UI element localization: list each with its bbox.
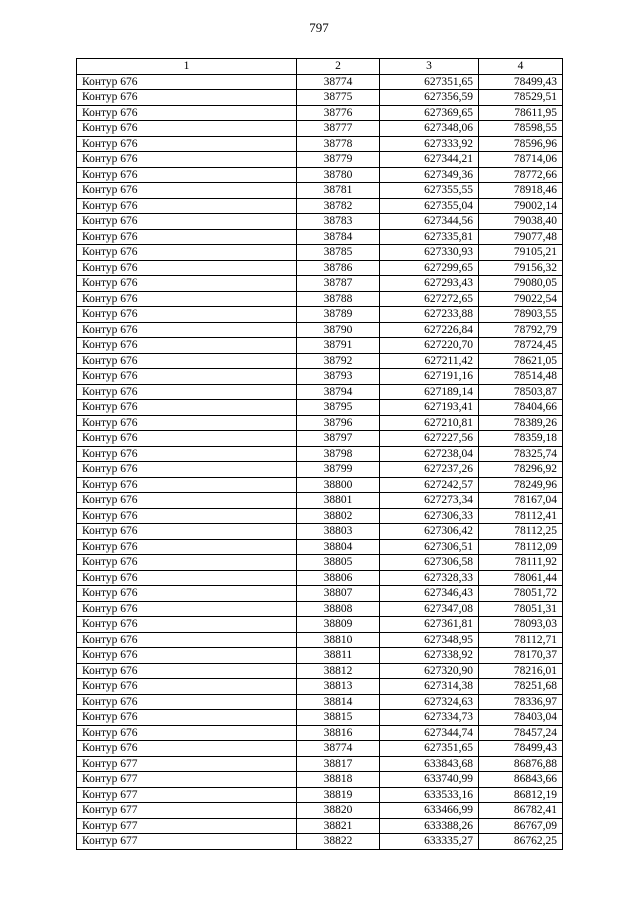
point-id-cell: 38818: [297, 772, 380, 788]
contour-name-cell: Контур 676: [77, 601, 297, 617]
x-coordinate-cell: 627189,14: [380, 384, 479, 400]
point-id-cell: 38799: [297, 462, 380, 478]
header-row: [77, 59, 563, 75]
y-coordinate-cell: 78792,79: [479, 322, 563, 338]
contour-name-cell: Контур 676: [77, 415, 297, 431]
y-coordinate-cell: 78499,43: [479, 741, 563, 757]
point-id-cell: 38789: [297, 307, 380, 323]
table-row: [77, 415, 563, 431]
y-coordinate-cell: 78611,95: [479, 105, 563, 121]
table-row: [77, 167, 563, 183]
contour-name-cell: Контур 677: [77, 834, 297, 850]
contour-name-cell: Контур 676: [77, 90, 297, 106]
point-id-cell: 38819: [297, 787, 380, 803]
contour-name-cell: Контур 676: [77, 276, 297, 292]
y-coordinate-cell: 79080,05: [479, 276, 563, 292]
contour-name-cell: Контур 676: [77, 648, 297, 664]
table-row: [77, 400, 563, 416]
contour-name-cell: Контур 677: [77, 818, 297, 834]
x-coordinate-cell: 633466,99: [380, 803, 479, 819]
x-coordinate-cell: 633388,26: [380, 818, 479, 834]
y-coordinate-cell: 78389,26: [479, 415, 563, 431]
y-coordinate-cell: 78112,09: [479, 539, 563, 555]
y-coordinate-cell: 79038,40: [479, 214, 563, 230]
contour-name-cell: Контур 677: [77, 772, 297, 788]
point-id-cell: 38806: [297, 570, 380, 586]
point-id-cell: 38814: [297, 694, 380, 710]
x-coordinate-cell: 627293,43: [380, 276, 479, 292]
contour-name-cell: Контур 676: [77, 524, 297, 540]
y-coordinate-cell: 78621,05: [479, 353, 563, 369]
point-id-cell: 38793: [297, 369, 380, 385]
contour-name-cell: Контур 676: [77, 121, 297, 137]
table-row: [77, 121, 563, 137]
y-coordinate-cell: 78714,06: [479, 152, 563, 168]
table-row: [77, 260, 563, 276]
point-id-cell: 38797: [297, 431, 380, 447]
y-coordinate-cell: 78529,51: [479, 90, 563, 106]
contour-name-cell: Контур 676: [77, 338, 297, 354]
x-coordinate-cell: 627233,88: [380, 307, 479, 323]
contour-name-cell: Контур 676: [77, 539, 297, 555]
y-coordinate-cell: 78724,45: [479, 338, 563, 354]
table-row: [77, 369, 563, 385]
y-coordinate-cell: 78918,46: [479, 183, 563, 199]
y-coordinate-cell: 78111,92: [479, 555, 563, 571]
contour-name-cell: Контур 676: [77, 725, 297, 741]
point-id-cell: 38803: [297, 524, 380, 540]
table-row: [77, 291, 563, 307]
x-coordinate-cell: 627211,42: [380, 353, 479, 369]
table-row: [77, 307, 563, 323]
contour-name-cell: Контур 677: [77, 787, 297, 803]
x-coordinate-cell: 627306,58: [380, 555, 479, 571]
y-coordinate-cell: 78772,66: [479, 167, 563, 183]
x-coordinate-cell: 633740,99: [380, 772, 479, 788]
y-coordinate-cell: 78404,66: [479, 400, 563, 416]
point-id-cell: 38786: [297, 260, 380, 276]
y-coordinate-cell: 86812,19: [479, 787, 563, 803]
y-coordinate-cell: 79156,32: [479, 260, 563, 276]
table-row: [77, 276, 563, 292]
point-id-cell: 38817: [297, 756, 380, 772]
y-coordinate-cell: 78457,24: [479, 725, 563, 741]
x-coordinate-cell: 627273,34: [380, 493, 479, 509]
point-id-cell: 38810: [297, 632, 380, 648]
contour-name-cell: Контур 676: [77, 136, 297, 152]
y-coordinate-cell: 78170,37: [479, 648, 563, 664]
x-coordinate-cell: 627344,21: [380, 152, 479, 168]
x-coordinate-cell: 627348,06: [380, 121, 479, 137]
point-id-cell: 38804: [297, 539, 380, 555]
y-coordinate-cell: 78251,68: [479, 679, 563, 695]
point-id-cell: 38788: [297, 291, 380, 307]
point-id-cell: 38785: [297, 245, 380, 261]
contour-name-cell: Контур 676: [77, 384, 297, 400]
point-id-cell: 38811: [297, 648, 380, 664]
contour-name-cell: Контур 676: [77, 679, 297, 695]
column-header-3: 3: [380, 59, 479, 75]
x-coordinate-cell: 627344,74: [380, 725, 479, 741]
x-coordinate-cell: 627272,65: [380, 291, 479, 307]
y-coordinate-cell: 78596,96: [479, 136, 563, 152]
point-id-cell: 38815: [297, 710, 380, 726]
point-id-cell: 38812: [297, 663, 380, 679]
table-row: [77, 818, 563, 834]
table-row: [77, 834, 563, 850]
contour-name-cell: Контур 676: [77, 477, 297, 493]
x-coordinate-cell: 633843,68: [380, 756, 479, 772]
contour-name-cell: Контур 676: [77, 214, 297, 230]
contour-name-cell: Контур 676: [77, 710, 297, 726]
contour-name-cell: Контур 676: [77, 586, 297, 602]
x-coordinate-cell: 627356,59: [380, 90, 479, 106]
point-id-cell: 38781: [297, 183, 380, 199]
table-row: [77, 477, 563, 493]
contour-name-cell: Контур 676: [77, 741, 297, 757]
point-id-cell: 38790: [297, 322, 380, 338]
y-coordinate-cell: 78112,25: [479, 524, 563, 540]
x-coordinate-cell: 627330,93: [380, 245, 479, 261]
table-row: [77, 245, 563, 261]
y-coordinate-cell: 78514,48: [479, 369, 563, 385]
table-row: [77, 787, 563, 803]
table-row: [77, 694, 563, 710]
page-number: 797: [309, 20, 329, 35]
y-coordinate-cell: 78216,01: [479, 663, 563, 679]
x-coordinate-cell: 627220,70: [380, 338, 479, 354]
y-coordinate-cell: 79002,14: [479, 198, 563, 214]
column-header-4: 4: [479, 59, 563, 75]
contour-name-cell: Контур 676: [77, 229, 297, 245]
table-row: [77, 756, 563, 772]
contour-name-cell: Контур 676: [77, 663, 297, 679]
point-id-cell: 38813: [297, 679, 380, 695]
contour-name-cell: Контур 676: [77, 431, 297, 447]
table-row: [77, 648, 563, 664]
y-coordinate-cell: 86782,41: [479, 803, 563, 819]
table-row: [77, 105, 563, 121]
point-id-cell: 38775: [297, 90, 380, 106]
point-id-cell: 38800: [297, 477, 380, 493]
point-id-cell: 38816: [297, 725, 380, 741]
point-id-cell: 38787: [297, 276, 380, 292]
y-coordinate-cell: 78112,71: [479, 632, 563, 648]
table-row: [77, 90, 563, 106]
point-id-cell: 38808: [297, 601, 380, 617]
point-id-cell: 38776: [297, 105, 380, 121]
x-coordinate-cell: 627193,41: [380, 400, 479, 416]
contour-name-cell: Контур 676: [77, 555, 297, 571]
y-coordinate-cell: 78336,97: [479, 694, 563, 710]
y-coordinate-cell: 78503,87: [479, 384, 563, 400]
x-coordinate-cell: 627226,84: [380, 322, 479, 338]
point-id-cell: 38796: [297, 415, 380, 431]
x-coordinate-cell: 627237,26: [380, 462, 479, 478]
y-coordinate-cell: 86767,09: [479, 818, 563, 834]
x-coordinate-cell: 627347,08: [380, 601, 479, 617]
table-row: [77, 338, 563, 354]
y-coordinate-cell: 78903,55: [479, 307, 563, 323]
point-id-cell: 38784: [297, 229, 380, 245]
contour-name-cell: Контур 676: [77, 694, 297, 710]
table-row: [77, 322, 563, 338]
contour-name-cell: Контур 676: [77, 152, 297, 168]
contour-name-cell: Контур 677: [77, 756, 297, 772]
table-row: [77, 74, 563, 90]
point-id-cell: 38783: [297, 214, 380, 230]
point-id-cell: 38822: [297, 834, 380, 850]
table-row: [77, 772, 563, 788]
y-coordinate-cell: 78051,72: [479, 586, 563, 602]
x-coordinate-cell: 627324,63: [380, 694, 479, 710]
contour-name-cell: Контур 676: [77, 462, 297, 478]
y-coordinate-cell: 78093,03: [479, 617, 563, 633]
table-row: [77, 214, 563, 230]
y-coordinate-cell: 78359,18: [479, 431, 563, 447]
y-coordinate-cell: 78051,31: [479, 601, 563, 617]
x-coordinate-cell: 627335,81: [380, 229, 479, 245]
point-id-cell: 38820: [297, 803, 380, 819]
table-body: [77, 74, 563, 849]
point-id-cell: 38778: [297, 136, 380, 152]
table-row: [77, 555, 563, 571]
table-row: [77, 632, 563, 648]
contour-name-cell: Контур 676: [77, 353, 297, 369]
table-row: [77, 198, 563, 214]
x-coordinate-cell: 627328,33: [380, 570, 479, 586]
x-coordinate-cell: 627351,65: [380, 741, 479, 757]
x-coordinate-cell: 627191,16: [380, 369, 479, 385]
x-coordinate-cell: 627314,38: [380, 679, 479, 695]
table-row: [77, 136, 563, 152]
contour-name-cell: Контур 676: [77, 322, 297, 338]
point-id-cell: 38780: [297, 167, 380, 183]
point-id-cell: 38791: [297, 338, 380, 354]
y-coordinate-cell: 78325,74: [479, 446, 563, 462]
x-coordinate-cell: 627344,56: [380, 214, 479, 230]
table-row: [77, 663, 563, 679]
x-coordinate-cell: 627346,43: [380, 586, 479, 602]
contour-name-cell: Контур 676: [77, 105, 297, 121]
contour-name-cell: Контур 676: [77, 198, 297, 214]
table-row: [77, 384, 563, 400]
x-coordinate-cell: 627351,65: [380, 74, 479, 90]
x-coordinate-cell: 627369,65: [380, 105, 479, 121]
table-row: [77, 539, 563, 555]
point-id-cell: 38807: [297, 586, 380, 602]
table-row: [77, 617, 563, 633]
y-coordinate-cell: 78598,55: [479, 121, 563, 137]
point-id-cell: 38792: [297, 353, 380, 369]
table-row: [77, 431, 563, 447]
contour-name-cell: Контур 676: [77, 508, 297, 524]
table-row: [77, 462, 563, 478]
column-header-2: 2: [297, 59, 380, 75]
y-coordinate-cell: 78296,92: [479, 462, 563, 478]
y-coordinate-cell: 79077,48: [479, 229, 563, 245]
table-row: [77, 508, 563, 524]
x-coordinate-cell: 627348,95: [380, 632, 479, 648]
contour-name-cell: Контур 676: [77, 260, 297, 276]
contour-name-cell: Контур 676: [77, 617, 297, 633]
contour-name-cell: Контур 676: [77, 307, 297, 323]
y-coordinate-cell: 78499,43: [479, 74, 563, 90]
x-coordinate-cell: 627334,73: [380, 710, 479, 726]
y-coordinate-cell: 78061,44: [479, 570, 563, 586]
point-id-cell: 38805: [297, 555, 380, 571]
table-row: [77, 493, 563, 509]
point-id-cell: 38782: [297, 198, 380, 214]
x-coordinate-cell: 633335,27: [380, 834, 479, 850]
contour-name-cell: Контур 676: [77, 446, 297, 462]
x-coordinate-cell: 627227,56: [380, 431, 479, 447]
x-coordinate-cell: 627361,81: [380, 617, 479, 633]
contour-name-cell: Контур 676: [77, 400, 297, 416]
point-id-cell: 38795: [297, 400, 380, 416]
contour-name-cell: Контур 676: [77, 570, 297, 586]
table-row: [77, 570, 563, 586]
contour-name-cell: Контур 676: [77, 167, 297, 183]
point-id-cell: 38779: [297, 152, 380, 168]
point-id-cell: 38821: [297, 818, 380, 834]
x-coordinate-cell: 627306,42: [380, 524, 479, 540]
x-coordinate-cell: 627242,57: [380, 477, 479, 493]
point-id-cell: 38809: [297, 617, 380, 633]
y-coordinate-cell: 79105,21: [479, 245, 563, 261]
x-coordinate-cell: 627210,81: [380, 415, 479, 431]
x-coordinate-cell: 627333,92: [380, 136, 479, 152]
y-coordinate-cell: 79022,54: [479, 291, 563, 307]
x-coordinate-cell: 627355,55: [380, 183, 479, 199]
table-row: [77, 601, 563, 617]
point-id-cell: 38794: [297, 384, 380, 400]
y-coordinate-cell: 78249,96: [479, 477, 563, 493]
point-id-cell: 38777: [297, 121, 380, 137]
coordinates-table: [76, 58, 563, 850]
table-row: [77, 183, 563, 199]
table-row: [77, 353, 563, 369]
column-header-1: 1: [77, 59, 297, 75]
table-row: [77, 229, 563, 245]
y-coordinate-cell: 86762,25: [479, 834, 563, 850]
point-id-cell: 38774: [297, 74, 380, 90]
y-coordinate-cell: 78167,04: [479, 493, 563, 509]
table-row: [77, 152, 563, 168]
x-coordinate-cell: 633533,16: [380, 787, 479, 803]
contour-name-cell: Контур 676: [77, 183, 297, 199]
y-coordinate-cell: 78403,04: [479, 710, 563, 726]
contour-name-cell: Контур 677: [77, 803, 297, 819]
table-row: [77, 741, 563, 757]
y-coordinate-cell: 86876,88: [479, 756, 563, 772]
y-coordinate-cell: 78112,41: [479, 508, 563, 524]
contour-name-cell: Контур 676: [77, 369, 297, 385]
x-coordinate-cell: 627338,92: [380, 648, 479, 664]
table-row: [77, 586, 563, 602]
x-coordinate-cell: 627238,04: [380, 446, 479, 462]
contour-name-cell: Контур 676: [77, 493, 297, 509]
x-coordinate-cell: 627306,33: [380, 508, 479, 524]
point-id-cell: 38801: [297, 493, 380, 509]
table-row: [77, 803, 563, 819]
x-coordinate-cell: 627299,65: [380, 260, 479, 276]
x-coordinate-cell: 627349,36: [380, 167, 479, 183]
contour-name-cell: Контур 676: [77, 632, 297, 648]
x-coordinate-cell: 627355,04: [380, 198, 479, 214]
x-coordinate-cell: 627320,90: [380, 663, 479, 679]
y-coordinate-cell: 86843,66: [479, 772, 563, 788]
x-coordinate-cell: 627306,51: [380, 539, 479, 555]
table-row: [77, 446, 563, 462]
table-row: [77, 524, 563, 540]
table-row: [77, 725, 563, 741]
table-row: [77, 679, 563, 695]
contour-name-cell: Контур 676: [77, 245, 297, 261]
point-id-cell: 38798: [297, 446, 380, 462]
contour-name-cell: Контур 676: [77, 291, 297, 307]
point-id-cell: 38774: [297, 741, 380, 757]
point-id-cell: 38802: [297, 508, 380, 524]
table-row: [77, 710, 563, 726]
contour-name-cell: Контур 676: [77, 74, 297, 90]
